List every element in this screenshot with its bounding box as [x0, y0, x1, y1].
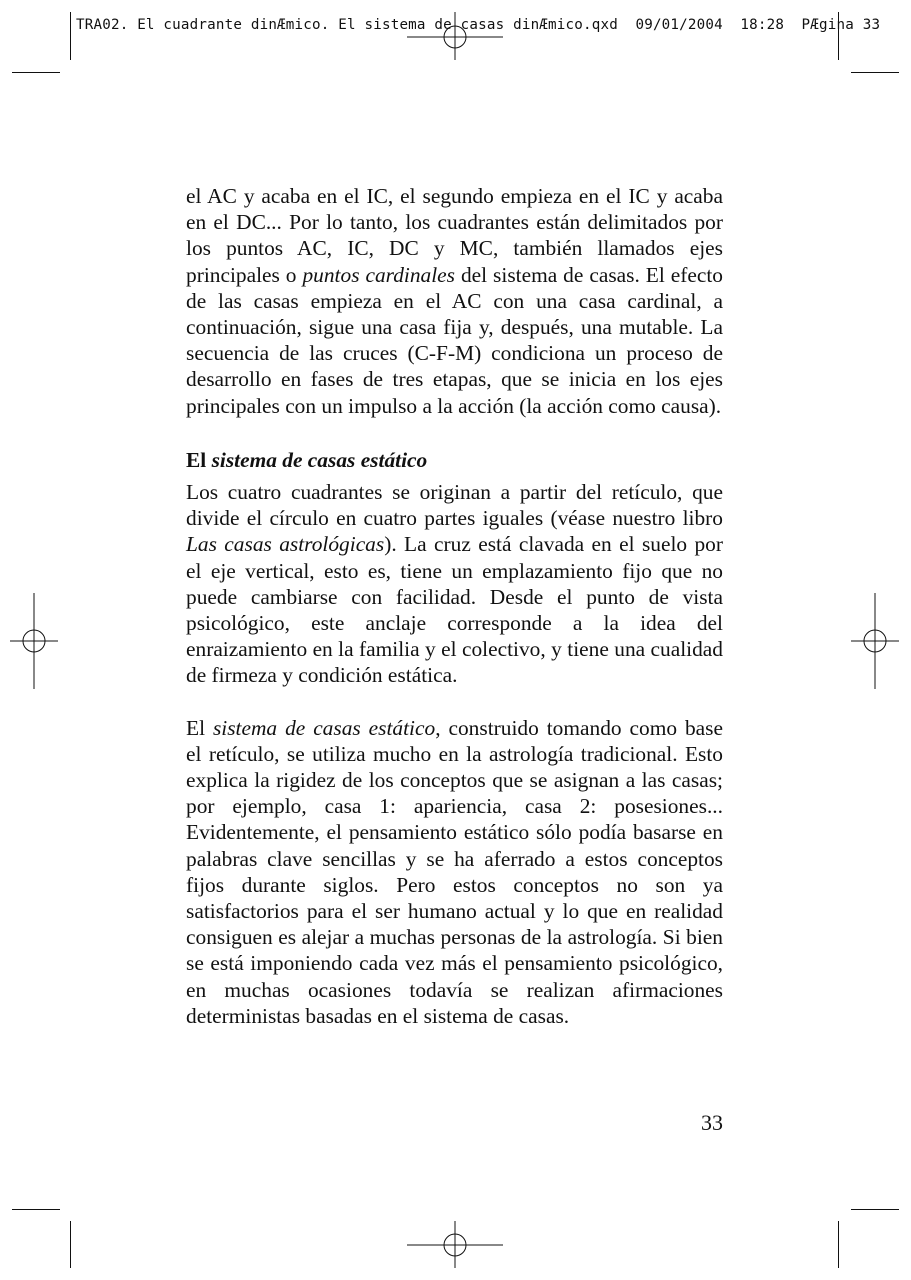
registration-mark-bottom — [407, 1221, 503, 1268]
section-heading: El sistema de casas estático — [186, 447, 428, 472]
page-number: 33 — [701, 1110, 723, 1135]
registration-mark-right — [851, 593, 899, 689]
paragraph-3: El sistema de casas estático, construido tomando como base el retículo, se utiliza mucho en la astrología tradicional. Esto explica la rigidez de los conceptos que se asignan a las casas; por ejemplo, casa 1: apariencia, casa 2: posesiones... Evidentemente, el pensamiento estático sólo podía basarse en palabras clave sencillas y se ha aferrado a estos conceptos fijos durante siglos. Pero estos conceptos no son ya satisfactorios para el ser humano actual y lo que en realidad consiguen es alejar a muchas personas de la astrología. Si bien se está imponiendo cada vez más el pensamiento psicológico, en muchas ocasiones todavía se realizan afirmaciones deterministas basadas en el sistema de casas. — [186, 715, 723, 1028]
paragraph-1: el AC y acaba en el IC, el segundo empieza en el IC y acaba en el DC... Por lo tanto, los cuadrantes están delimitados por los puntos AC, IC, DC y MC, también llamados ejes principales o puntos cardinales del sistema de casas. El efecto de las casas empieza en el AC con una casa cardinal, a continuación, sigue una casa fija y, después, una mutable. La secuencia de las cruces (C-F-M) condiciona un proceso de desarrollo en fases de tres etapas, que se inicia en los ejes principales con un impulso a la acción (la acción como causa). — [186, 184, 723, 418]
registration-mark-top — [407, 12, 503, 60]
registration-mark-left — [10, 593, 58, 689]
body-text — [186, 183, 723, 1029]
print-slug-line: TRA02. El cuadrante dinÆmico. El sistema de casas dinÆmico.qxd 09/01/2004 18:28 PÆgina 33 — [76, 17, 881, 33]
paragraph-2: Los cuatro cuadrantes se originan a partir del retículo, que divide el círculo en cuatro partes iguales (véase nuestro libro Las casas astrológicas). La cruz está clavada en el suelo por el eje vertical, esto es, tiene un emplazamiento fijo que no puede cambiarse con facilidad. Desde el punto de vista psicológico, este anclaje corresponde a la idea del enraizamiento en la familia y el colectivo, y tiene una cualidad de firmeza y condición estática. — [186, 480, 723, 688]
